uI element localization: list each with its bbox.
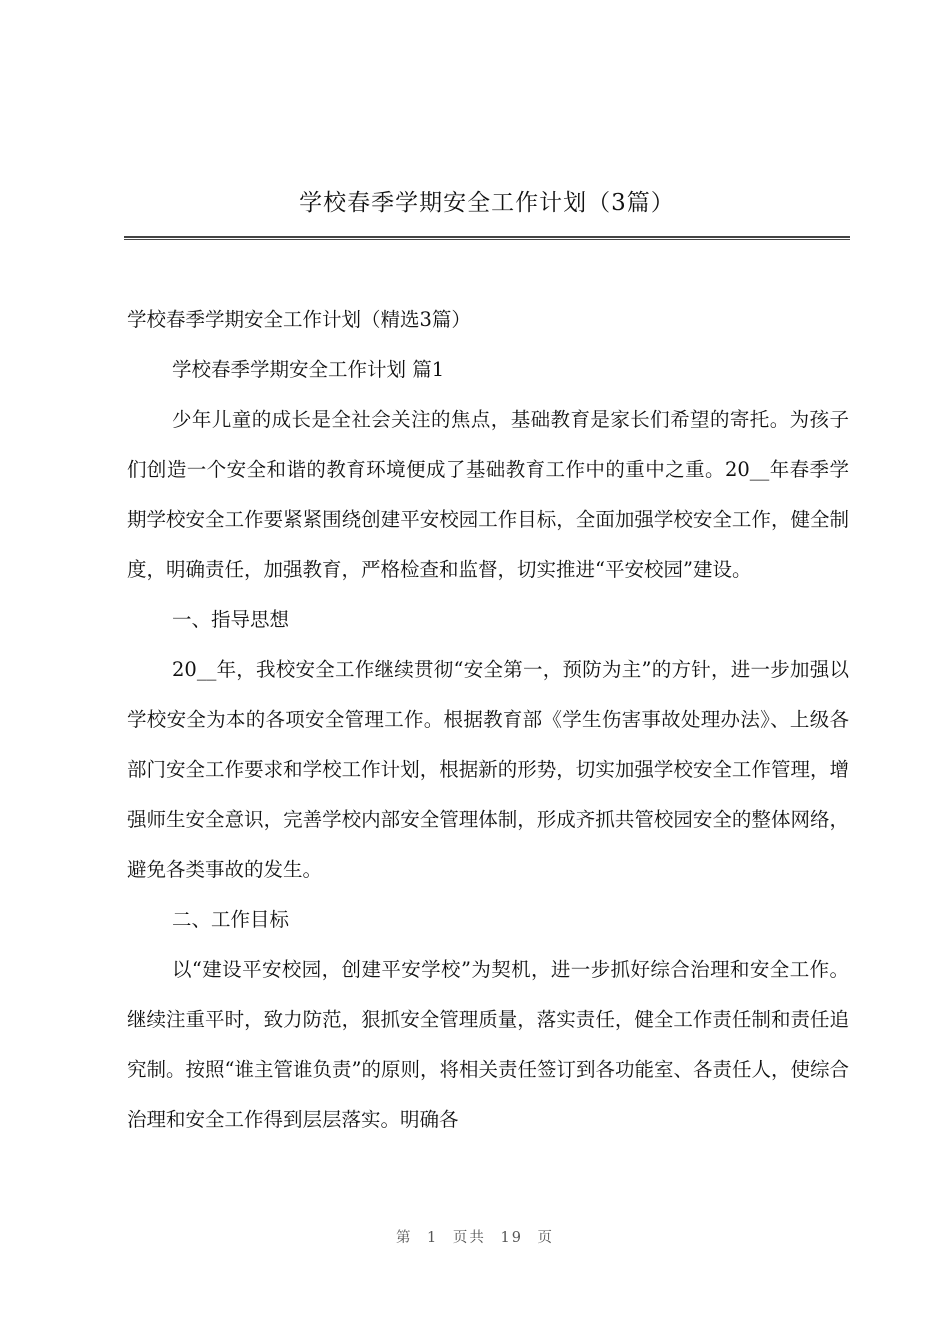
paragraph-guiding-ideology: 20__年，我校安全工作继续贯彻“安全第一，预防为主”的方针，进一步加强以学校安全为本的各项安全管理工作。根据教育部《学生伤害事故处理办法》、上级各部门安全工作要求和学校工作计划，根据新的形势，切实加强学校安全工作管理，增强师生安全意识，完善学校内部安全管理体制，形成齐抓共管校园安全的整体网络，避免各类事故的发生。 (127, 658, 849, 881)
page-number-footer: 第 1 页共 19 页 (395, 1230, 555, 1246)
section-heading: 学校春季学期安全工作计划 篇1 (172, 358, 445, 381)
heading-guiding-ideology: 一、指导思想 (172, 608, 290, 631)
title-divider (124, 236, 850, 240)
document-subtitle: 学校春季学期安全工作计划（精选3篇） (127, 308, 471, 331)
paragraph-work-goals: 以“建设平安校园，创建平安学校”为契机，进一步抓好综合治理和安全工作。继续注重平时，致力防范，狠抓安全管理质量，落实责任，健全工作责任制和责任追究制。按照“谁主管谁负责”的原则，将相关责任签订到各功能室、各责任人，使综合治理和安全工作得到层层落实。明确各 (127, 958, 849, 1131)
document-title: 学校春季学期安全工作计划（3篇） (299, 190, 675, 216)
document-body (127, 295, 849, 1145)
paragraph-intro: 少年儿童的成长是全社会关注的焦点，基础教育是家长们希望的寄托。为孩子们创造一个安全和谐的教育环境便成了基础教育工作中的重中之重。20__年春季学期学校安全工作要紧紧围绕创建平安校园工作目标，全面加强学校安全工作，健全制度，明确责任，加强教育，严格检查和监督，切实推进“平安校园”建设。 (127, 408, 849, 581)
heading-work-goals: 二、工作目标 (172, 908, 290, 931)
